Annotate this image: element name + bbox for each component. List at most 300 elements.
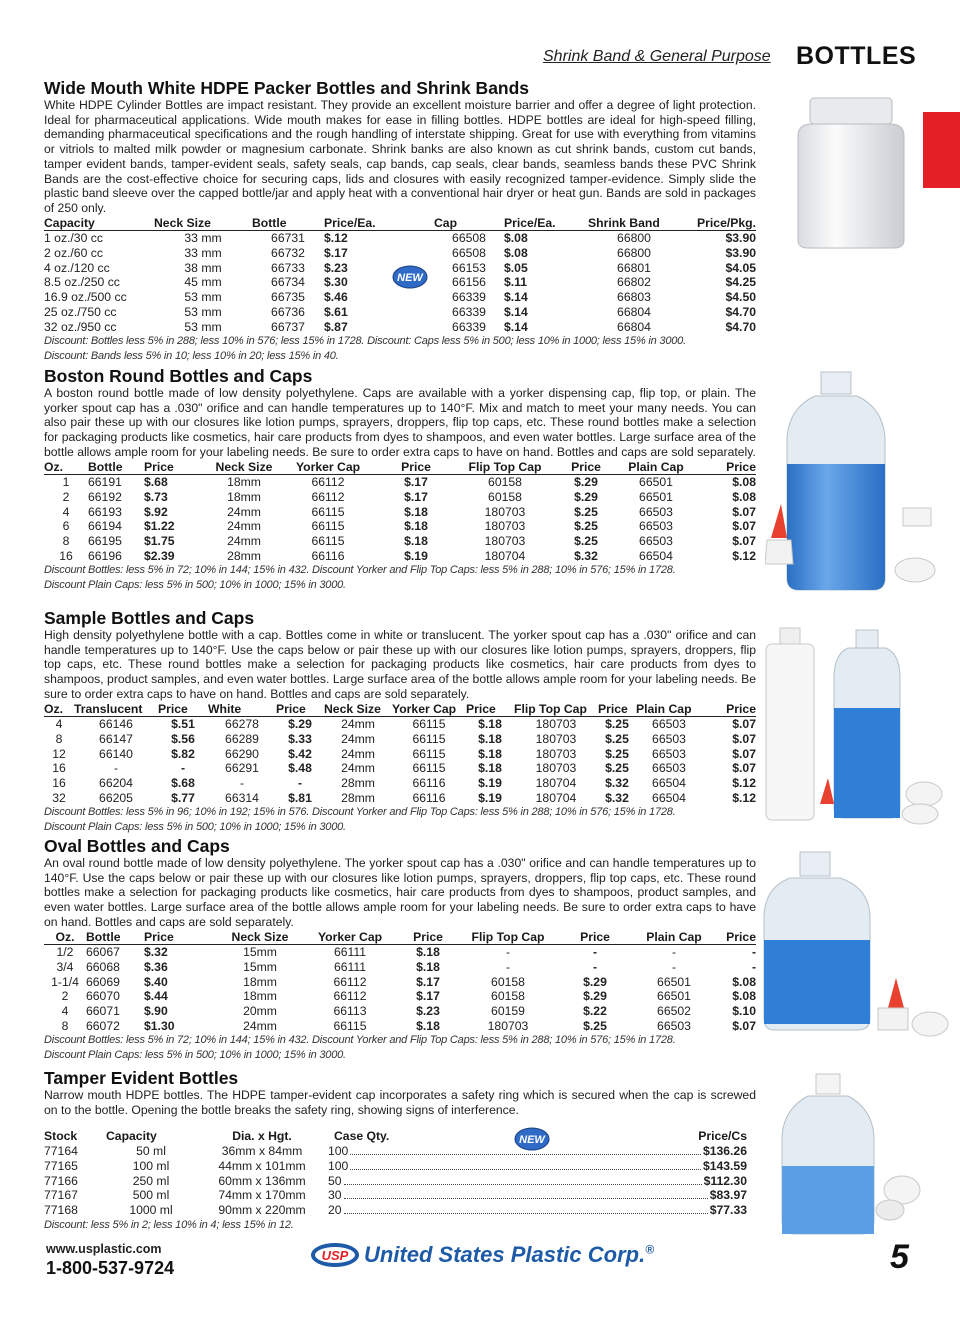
- table-cell: 1-1/4: [51, 974, 79, 989]
- registered-mark: ®: [645, 1242, 655, 1257]
- col-plain-price: Price: [688, 460, 756, 475]
- table-cell: 77165: [44, 1158, 78, 1173]
- table-cell: 2: [62, 489, 70, 504]
- footer-company-text: United States Plastic Corp.: [364, 1242, 646, 1267]
- table-cell: 66115: [412, 717, 446, 732]
- table-cell: $.61: [324, 304, 348, 319]
- table-cell: 4 oz./120 cc: [44, 260, 110, 275]
- table-cell: $.14: [504, 304, 528, 319]
- table-cell: 33 mm: [184, 231, 222, 246]
- table-cell: 4: [55, 717, 63, 732]
- case-qty: 100: [328, 1144, 349, 1159]
- col-yorker-cap: Yorker Cap: [302, 930, 398, 945]
- table-cell: 66732: [271, 246, 305, 261]
- sample-table-header: [44, 702, 756, 717]
- table-cell: 66735: [271, 290, 305, 305]
- table-cell: 180703: [484, 504, 526, 519]
- case-price: $112.30: [703, 1173, 747, 1188]
- table-cell: $.23: [324, 260, 348, 275]
- table-cell: 33 mm: [184, 246, 222, 261]
- col-yorker-price: Price: [370, 460, 462, 475]
- table-cell: $.29: [583, 974, 607, 989]
- table-cell: 66196: [88, 548, 122, 563]
- table-cell: $.36: [144, 959, 168, 974]
- case-price: $83.97: [709, 1188, 747, 1203]
- table-cell: $.42: [288, 746, 312, 761]
- table-cell: $.17: [404, 475, 428, 490]
- table-cell: $.82: [171, 746, 195, 761]
- table-cell: 66804: [617, 319, 651, 334]
- table-cell: $.18: [416, 1018, 440, 1033]
- table-cell: 77166: [44, 1173, 78, 1188]
- table-row: [44, 231, 756, 246]
- table-cell: $.25: [583, 1018, 607, 1033]
- table-row: [44, 960, 756, 975]
- usp-logo-icon: [310, 1240, 360, 1270]
- table-cell: 24mm: [341, 731, 375, 746]
- col-plain-cap: Plain Cap: [632, 930, 716, 945]
- table-cell: 66501: [639, 475, 673, 490]
- table-row: [44, 1159, 747, 1174]
- table-cell: 66112: [333, 974, 367, 989]
- col-neck-size: Neck Size: [202, 460, 286, 475]
- table-cell: $.14: [504, 290, 528, 305]
- header-subtitle: Shrink Band & General Purpose: [543, 48, 771, 65]
- table-row: [44, 975, 756, 990]
- table-cell: 74mm x 170mm: [218, 1188, 306, 1203]
- table-cell: 180703: [535, 731, 577, 746]
- table-row: [44, 776, 756, 791]
- tamper-bottle-image: [778, 1070, 928, 1240]
- table-cell: $.30: [324, 275, 348, 290]
- table-cell: $.32: [144, 945, 168, 960]
- table-cell: 45 mm: [184, 275, 222, 290]
- table-cell: 6: [62, 519, 70, 534]
- table-cell: $.92: [144, 504, 168, 519]
- table-cell: 66801: [617, 260, 651, 275]
- table-cell: 66112: [311, 489, 345, 504]
- new-badge-icon: [392, 264, 428, 290]
- table-cell: 60158: [491, 989, 525, 1004]
- table-cell: 24mm: [227, 534, 261, 549]
- table-cell: 50 ml: [136, 1144, 166, 1159]
- table-cell: $.14: [504, 319, 528, 334]
- table-cell: $.32: [605, 790, 629, 805]
- table-cell: 4: [62, 504, 70, 519]
- table-cell: $.19: [478, 790, 502, 805]
- table-cell: $.25: [605, 746, 629, 761]
- table-cell: 66290: [225, 746, 259, 761]
- table-cell: 66115: [311, 534, 345, 549]
- table-cell: 66734: [271, 275, 305, 290]
- table-cell: 66113: [333, 1004, 367, 1019]
- col-dimensions: Dia. x Hgt.: [232, 1129, 292, 1144]
- boston-bottle-image: [765, 368, 945, 608]
- table-cell: $.25: [574, 519, 598, 534]
- oval-title: Oval Bottles and Caps: [44, 836, 230, 856]
- leader-row: [328, 1203, 747, 1218]
- oval-description: An oval round bottle made of low density polyethylene. The yorker spout cap has a .030" orifice and can handle temperatures up to 140°F. Use the caps below or pair these up with our closures like lotion pumps, sprayers, droppers, flip top caps, etc. These round bottles make a selection for packaging products like cosmetics, hair care products from dyes to shampoos, product samples, and even water bottles. Large surface area of the bottle allows ample room for your labeling needs. Be sure to order extra caps to have on hand. Bottles and caps are sold separately.: [44, 856, 756, 929]
- table-cell: 66116: [412, 776, 446, 791]
- leader-row: [328, 1174, 747, 1189]
- table-cell: $.17: [416, 974, 440, 989]
- table-cell: 66153: [452, 260, 486, 275]
- table-cell: 66147: [99, 731, 133, 746]
- table-cell: 66116: [412, 790, 446, 805]
- table-cell: $.11: [504, 275, 528, 290]
- table-cell: 66508: [452, 231, 486, 246]
- sample-bottles-image: [760, 618, 950, 828]
- table-cell: 36mm x 84mm: [221, 1144, 303, 1159]
- table-cell: $.07: [732, 717, 756, 732]
- table-cell: $1.30: [144, 1018, 175, 1033]
- table-cell: 20mm: [243, 1004, 277, 1019]
- sample-description: High density polyethylene bottle with a cap. Bottles come in white or translucent. The yorker spout cap has a .030" orifice and can handle temperatures up to 140°F. Use the caps below or pair these up with our closures like lotion pumps, sprayers, droppers, flip top caps, etc. These round bottles make a selection for packaging products like cosmetics, hair care products from dyes to shampoos, product samples, and even water bottles. Large surface area of the bottle allows ample room for your labeling needs. Be sure to order extra caps to have on hand. Bottles and caps are sold separately.: [44, 628, 756, 701]
- col-case-qty: Case Qty.: [334, 1129, 390, 1144]
- page-number: 5: [890, 1238, 909, 1276]
- boston-table: [44, 460, 756, 564]
- table-cell: 66504: [639, 548, 673, 563]
- table-cell: 60158: [488, 489, 522, 504]
- table-cell: 2 oz./60 cc: [44, 246, 103, 261]
- col-yorker-price: Price: [466, 702, 514, 717]
- col-bottle-price: Price: [144, 460, 202, 475]
- col-yorker-price: Price: [398, 930, 458, 945]
- table-cell: 180704: [535, 776, 577, 791]
- table-cell: 53 mm: [184, 319, 222, 334]
- col-yorker-cap: Yorker Cap: [392, 702, 466, 717]
- table-cell: 16: [59, 548, 73, 563]
- table-cell: $.12: [732, 790, 756, 805]
- col-oz: Oz.: [44, 702, 74, 717]
- table-cell: $.08: [504, 246, 528, 261]
- table-cell: $.08: [732, 989, 756, 1004]
- tamper-section: [44, 1068, 756, 1232]
- table-row: [44, 320, 756, 335]
- table-cell: $.07: [732, 534, 756, 549]
- qty-price-cell: [328, 1174, 747, 1189]
- table-row: [44, 989, 756, 1004]
- col-translucent: Translucent: [74, 702, 158, 717]
- table-cell: $.17: [324, 246, 348, 261]
- table-cell: $.23: [416, 1004, 440, 1019]
- table-cell: -: [297, 776, 303, 791]
- col-bottle: Bottle: [88, 460, 144, 475]
- case-qty: 50: [328, 1173, 342, 1188]
- table-cell: $.68: [171, 776, 195, 791]
- table-cell: 66314: [225, 790, 259, 805]
- case-qty: 30: [328, 1188, 342, 1203]
- table-cell: 66504: [652, 790, 686, 805]
- table-cell: -: [505, 959, 511, 974]
- table-cell: $.25: [605, 717, 629, 732]
- table-cell: 66737: [271, 319, 305, 334]
- table-cell: 1: [62, 475, 70, 490]
- packer-discount-1: Discount: Bottles less 5% in 288; less 10% in 576; less 15% in 1728. Discount: Caps less 5% in 500; less 10% in 1000; less 15% in 3000.: [44, 335, 686, 348]
- boston-discount-2: Discount Plain Caps: less 5% in 500; 10% in 1000; 15% in 3000.: [44, 579, 346, 592]
- dot-leader: [344, 1198, 708, 1199]
- dot-leader: [344, 1184, 702, 1185]
- tamper-title: Tamper Evident Bottles: [44, 1068, 239, 1088]
- table-cell: 66067: [86, 945, 120, 960]
- table-cell: $.17: [416, 989, 440, 1004]
- table-cell: -: [671, 945, 677, 960]
- table-cell: $.18: [404, 534, 428, 549]
- table-cell: 18mm: [243, 974, 277, 989]
- table-cell: $.07: [732, 1018, 756, 1033]
- table-cell: 77164: [44, 1144, 78, 1159]
- sample-table-body: [44, 717, 756, 806]
- table-cell: $.12: [732, 548, 756, 563]
- table-row: [44, 505, 756, 520]
- qty-price-cell: [328, 1203, 747, 1218]
- table-cell: 77167: [44, 1188, 78, 1203]
- leader-row: [328, 1159, 747, 1174]
- table-cell: 15mm: [243, 945, 277, 960]
- table-cell: $.40: [144, 974, 168, 989]
- table-cell: 8.5 oz./250 cc: [44, 275, 120, 290]
- table-row: [44, 1188, 747, 1203]
- table-cell: 1000 ml: [129, 1202, 173, 1217]
- table-cell: 66501: [657, 989, 691, 1004]
- col-plain-cap: Plain Cap: [636, 702, 702, 717]
- table-cell: $.73: [144, 489, 168, 504]
- table-row: [44, 717, 756, 732]
- col-flip-top-price: Price: [548, 460, 624, 475]
- table-cell: 8: [62, 534, 70, 549]
- table-cell: $2.39: [144, 548, 175, 563]
- table-cell: 66111: [333, 959, 367, 974]
- col-capacity: Capacity: [44, 216, 154, 231]
- table-cell: $.07: [732, 519, 756, 534]
- table-cell: 28mm: [341, 790, 375, 805]
- table-cell: 66071: [86, 1004, 120, 1019]
- table-cell: 4: [61, 1004, 69, 1019]
- boston-table-header: [44, 460, 756, 475]
- col-bottle-price: Price: [144, 930, 218, 945]
- table-cell: 66503: [652, 746, 686, 761]
- tamper-new-badge-icon: [514, 1126, 550, 1152]
- col-neck-size: Neck Size: [218, 930, 302, 945]
- table-cell: $.81: [288, 790, 312, 805]
- table-cell: 66339: [452, 319, 486, 334]
- boston-discount-1: Discount Bottles: less 5% in 72; 10% in 144; 15% in 432. Discount Yorker and Flip Top Caps: less 5% in 288; 10% in 576; 15% in 1728.: [44, 564, 676, 577]
- col-stock: Stock: [44, 1129, 78, 1144]
- boston-description: A boston round bottle made of low density polyethylene. Caps are available with a yorker dispensing cap, flip top, or plain. The yorker spout cap has a .030" orifice and can handle temperatures up to 140°F. Mix and match to meet your many needs. You can also pair these up with our closures like lotion pumps, sprayers, droppers, flip top caps, etc. These round bottles make a selection for packaging products like cosmetics, hair care products from dyes to shampoos, and even water bottles. Large surface area of the bottle allows ample room for your labeling needs. Be sure to order extra caps to have on hand. Bottles and caps are sold separately.: [44, 386, 756, 459]
- table-cell: $3.90: [725, 231, 756, 246]
- table-cell: $.19: [404, 548, 428, 563]
- table-cell: 100 ml: [132, 1158, 170, 1173]
- table-cell: 24mm: [341, 746, 375, 761]
- table-cell: 66194: [88, 519, 122, 534]
- oval-discount-2: Discount Plain Caps: less 5% in 500; 10% in 1000; 15% in 3000.: [44, 1049, 346, 1062]
- table-cell: 60158: [491, 974, 525, 989]
- table-cell: 90mm x 220mm: [218, 1202, 306, 1217]
- table-cell: 66205: [99, 790, 133, 805]
- table-cell: $.07: [732, 746, 756, 761]
- table-cell: $.10: [732, 1004, 756, 1019]
- table-cell: $.18: [404, 519, 428, 534]
- table-cell: 28mm: [227, 548, 261, 563]
- table-cell: 66156: [452, 275, 486, 290]
- table-cell: $4.70: [725, 304, 756, 319]
- table-cell: 60mm x 136mm: [218, 1173, 306, 1188]
- table-cell: $.18: [478, 746, 502, 761]
- table-cell: 66503: [639, 519, 673, 534]
- oval-table-header: [44, 930, 756, 945]
- table-cell: $.46: [324, 290, 348, 305]
- table-cell: $.29: [574, 475, 598, 490]
- table-cell: 66291: [225, 761, 259, 776]
- table-cell: 60159: [491, 1004, 525, 1019]
- col-bottle: Bottle: [252, 216, 324, 231]
- table-row: [44, 534, 756, 549]
- new-badge-text: NEW: [397, 272, 423, 284]
- table-cell: $.56: [171, 731, 195, 746]
- col-capacity: Capacity: [106, 1129, 157, 1144]
- case-qty: 20: [328, 1202, 342, 1217]
- table-cell: 66733: [271, 260, 305, 275]
- footer-website-link[interactable]: www.usplastic.com: [46, 1242, 162, 1256]
- table-cell: 3/4: [56, 959, 74, 974]
- table-row: [44, 1144, 747, 1159]
- table-cell: 24mm: [341, 761, 375, 776]
- table-cell: 66192: [88, 489, 122, 504]
- col-cap: Cap: [434, 216, 504, 231]
- table-cell: 180703: [484, 519, 526, 534]
- case-price: $136.26: [702, 1144, 747, 1159]
- table-cell: 66339: [452, 290, 486, 305]
- boston-section: [44, 366, 756, 593]
- table-cell: -: [592, 945, 598, 960]
- table-cell: 66112: [311, 475, 345, 490]
- header-title: BOTTLES: [796, 42, 917, 70]
- table-cell: 66191: [88, 475, 122, 490]
- col-white: White: [208, 702, 276, 717]
- table-row: [44, 1174, 747, 1189]
- table-cell: 60158: [488, 475, 522, 490]
- table-cell: 2: [61, 989, 69, 1004]
- table-cell: 66193: [88, 504, 122, 519]
- table-cell: 8: [61, 1018, 69, 1033]
- table-cell: $.25: [605, 731, 629, 746]
- table-cell: $.05: [504, 260, 528, 275]
- packer-title: Wide Mouth White HDPE Packer Bottles and Shrink Bands: [44, 78, 530, 98]
- table-cell: -: [751, 945, 756, 960]
- sample-title: Sample Bottles and Caps: [44, 608, 255, 628]
- table-row: [44, 791, 756, 806]
- table-cell: 66204: [99, 776, 133, 791]
- table-row: [44, 246, 756, 261]
- case-price: $77.33: [709, 1202, 747, 1217]
- table-cell: 16: [52, 776, 66, 791]
- table-cell: $.25: [574, 534, 598, 549]
- table-cell: 66503: [652, 761, 686, 776]
- table-cell: 180704: [535, 790, 577, 805]
- table-cell: 66503: [652, 717, 686, 732]
- table-cell: -: [671, 959, 677, 974]
- table-cell: $.07: [732, 731, 756, 746]
- table-cell: 66115: [412, 761, 446, 776]
- table-row: [44, 1203, 747, 1218]
- table-cell: -: [505, 945, 511, 960]
- table-cell: 66800: [617, 231, 651, 246]
- table-cell: $.29: [288, 717, 312, 732]
- qty-price-cell: [328, 1188, 747, 1203]
- table-row: [44, 747, 756, 762]
- table-cell: 24mm: [227, 504, 261, 519]
- table-cell: $.90: [144, 1004, 168, 1019]
- table-cell: $.29: [574, 489, 598, 504]
- table-cell: $.68: [144, 475, 168, 490]
- table-row: [44, 290, 756, 305]
- col-neck-size: Neck Size: [154, 216, 252, 231]
- table-cell: $.25: [605, 761, 629, 776]
- table-cell: 66115: [412, 731, 446, 746]
- table-cell: 66069: [86, 974, 120, 989]
- table-cell: 66502: [657, 1004, 691, 1019]
- oval-table-body: [44, 945, 756, 1034]
- table-cell: $.12: [732, 776, 756, 791]
- table-cell: 16: [52, 761, 66, 776]
- table-cell: 66115: [333, 1018, 367, 1033]
- table-cell: 16.9 oz./500 cc: [44, 290, 127, 305]
- qty-price-cell: [328, 1159, 747, 1174]
- sample-discount-2: Discount Plain Caps: less 5% in 500; 10% in 1000; 15% in 3000.: [44, 821, 346, 834]
- tamper-new-badge-text: NEW: [519, 1134, 545, 1146]
- table-cell: $.32: [574, 548, 598, 563]
- table-row: [44, 475, 756, 490]
- table-cell: 66501: [657, 974, 691, 989]
- table-cell: 66503: [639, 504, 673, 519]
- table-cell: 44mm x 101mm: [218, 1158, 306, 1173]
- sample-table: [44, 702, 756, 806]
- tamper-table: [44, 1129, 747, 1217]
- table-cell: 66111: [333, 945, 367, 960]
- col-price-cs: Price/Cs: [698, 1129, 747, 1144]
- table-cell: 66503: [639, 534, 673, 549]
- table-cell: $1.75: [144, 534, 175, 549]
- table-cell: 15mm: [243, 959, 277, 974]
- dot-leader: [350, 1154, 701, 1155]
- table-cell: 180704: [484, 548, 526, 563]
- leader-row: [328, 1188, 747, 1203]
- table-cell: 66070: [86, 989, 120, 1004]
- table-row: [44, 549, 756, 564]
- table-cell: 66803: [617, 290, 651, 305]
- table-cell: 66503: [657, 1018, 691, 1033]
- table-cell: 66195: [88, 534, 122, 549]
- case-price: $143.59: [702, 1158, 747, 1173]
- oval-section: [44, 836, 756, 1063]
- footer-company-name: [364, 1242, 654, 1268]
- table-cell: $.18: [416, 945, 440, 960]
- table-cell: -: [180, 761, 186, 776]
- table-cell: -: [751, 959, 756, 974]
- table-cell: 24mm: [341, 717, 375, 732]
- tamper-discount: Discount: less 5% in 2; less 10% in 4; less 15% in 12.: [44, 1218, 294, 1231]
- table-cell: 180703: [535, 746, 577, 761]
- table-cell: 28mm: [341, 776, 375, 791]
- col-plain-price: Price: [702, 702, 756, 717]
- table-cell: -: [113, 761, 119, 776]
- table-cell: 66116: [311, 548, 345, 563]
- dot-leader: [344, 1213, 708, 1214]
- col-cap-price: Price/Ea.: [504, 216, 588, 231]
- table-cell: $1.22: [144, 519, 175, 534]
- table-cell: 66804: [617, 304, 651, 319]
- table-cell: 18mm: [227, 489, 261, 504]
